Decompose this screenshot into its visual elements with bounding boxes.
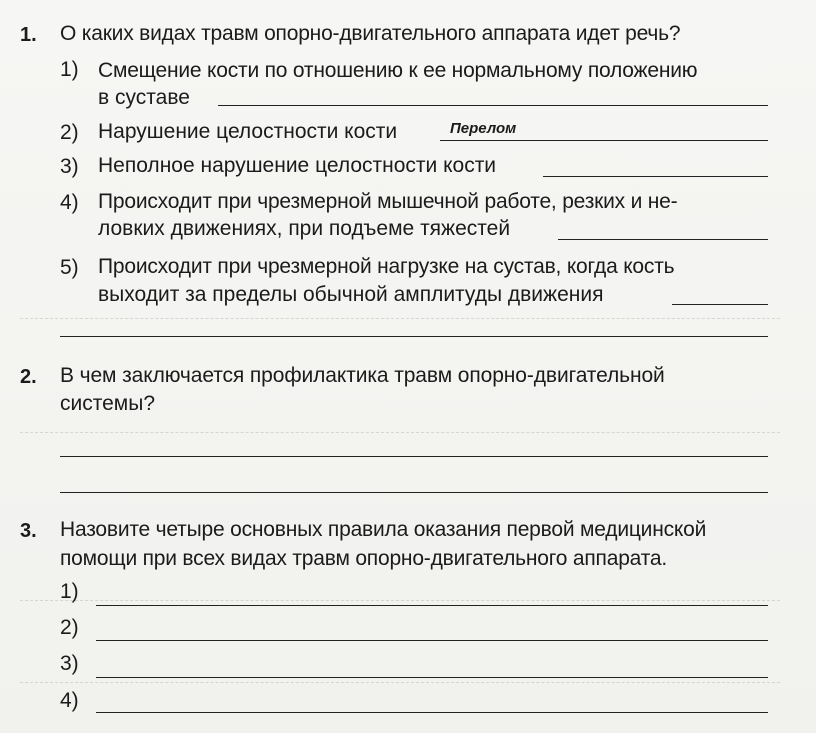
item-1-5-text-line1: Происходит при чрезмерной нагрузке на сустав, когда кость [98,255,675,278]
answer-line-1-4[interactable] [558,239,768,240]
question-2-text-line1: В чем заключается профилактика травм опорно-двигательной [60,364,665,387]
question-3-number: 3. [20,520,37,542]
answer-line-3-2[interactable] [96,640,768,641]
rule-4-number: 4) [60,689,79,712]
item-1-3-text: Неполное нарушение целостности кости [98,154,497,177]
rule-1-number: 1) [60,580,79,603]
item-1-4-text-line2: ловких движениях, при подъеме тяжестей [98,217,511,240]
item-1-5-number: 5) [60,256,79,279]
item-1-2-answer: Перелом [450,120,517,137]
answer-line-1-2[interactable] [440,140,768,141]
answer-line-2-2[interactable] [60,492,768,493]
answer-line-3-4[interactable] [96,712,768,713]
bleed-through-line [20,600,780,601]
item-1-1-text-line1: Смещение кости по отношению к ее нормальному положению [98,59,698,82]
answer-line-3-1[interactable] [96,605,768,606]
item-1-4-number: 4) [60,191,79,214]
answer-line-1-1[interactable] [218,105,768,106]
rule-2-number: 2) [60,616,79,639]
bleed-through-line [20,432,780,433]
answer-line-1-3[interactable] [543,176,768,177]
item-1-1-number: 1) [60,58,79,81]
answer-line-1-5[interactable] [672,304,768,305]
rule-3-number: 3) [60,652,79,675]
item-1-5-text-line2: выходит за пределы обычной амплитуды движения [98,283,604,306]
item-1-1-text-line2: в суставе [98,86,190,109]
item-1-2-number: 2) [60,121,79,144]
question-2-text-line2: системы? [60,392,156,415]
question-1-number: 1. [20,24,37,46]
question-3-text-line1: Назовите четыре основных правила оказания первой медицинской [60,518,707,541]
answer-line-3-3[interactable] [96,677,768,678]
item-1-2-text: Нарушение целостности кости [98,120,398,143]
answer-line-2-1[interactable] [60,456,768,457]
question-3-text-line2: помощи при всех видах травм опорно-двигательного аппарата. [60,547,667,570]
question-2-number: 2. [20,366,37,388]
bleed-through-line [20,682,780,683]
item-1-3-number: 3) [60,155,79,178]
question-1-text: О каких видах травм опорно-двигательного аппарата идет речь? [60,22,681,45]
answer-line-1-5-extra[interactable] [60,336,768,337]
bleed-through-line [20,318,780,319]
item-1-4-text-line1: Происходит при чрезмерной мышечной работе, резких и не- [98,190,678,213]
